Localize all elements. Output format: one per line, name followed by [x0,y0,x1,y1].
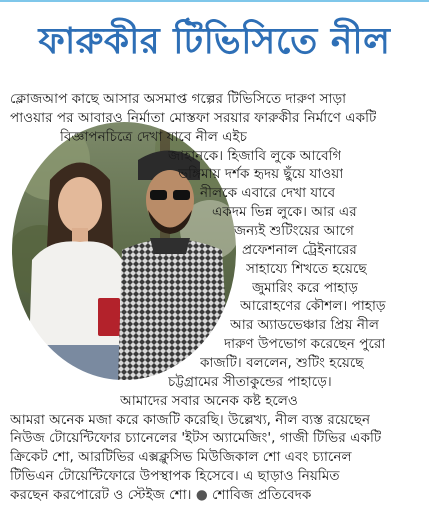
article-line: বিজ্ঞাপনচিত্রে দেখা যাবে নীল এইচ [60,128,247,145]
article-line: আরোহণের কৌশল। পাহাড় [240,298,386,315]
article-line: সাহায্যে শিখতে হয়েছে [246,260,367,277]
byline: শোবিজ প্রতিবেদক [212,487,312,503]
article-line: টিভিএন টোয়েন্টিফোরে উপস্থাপক হিসেবে। এ ছাড়াও নিয়মিত [10,468,340,485]
article-line: প্রফেশনাল ট্রেইনারের [242,241,357,258]
headline: ফারুকীর টিভিসিতে নীল [38,21,391,62]
article-line: ক্লোজআপ কাছে আসার অসমাপ্ত গল্পের টিভিসিতে দারুণ সাড়া [10,91,347,107]
article-line: জুমারিং করে পাহাড় [252,279,358,296]
article-line: আমরা অনেক মজা করে কাজটি করেছি। উল্লেখ্য, নীল ব্যস্ত রয়েছেন [10,411,371,428]
article-line: পাওয়ার পর আবারও নির্মাতা মোস্তফা সরয়ার ফারুকীর নির্মাণে একটি [10,109,377,126]
article-line: কাজটি। বললেন, শুটিং হয়েছে [200,355,364,371]
article-line: জন্যই শুটিংয়ের আগে [234,223,354,239]
article-line: করছেন করপোরেট ও স্টেইজ শো। [10,487,196,503]
article-line: আর অ্যাডভেঞ্চার প্রিয় নীল [230,317,380,334]
article-line: চট্টগ্রামের সীতাকুন্ডের পাহাড়ে। [168,373,332,390]
article-line-last [10,486,311,505]
article-line: দারুণ উপভোগ করেছেন পুরো [224,336,386,353]
article-line: জাহানকে। হিজাবি লুকে আবেগি [168,147,342,164]
article-line: ভঙ্গিমায় দর্শক হৃদয় ছুঁয়ে যাওয়া [178,166,344,183]
article-line: আমাদের সবার অনেক কষ্ট হলেও [120,392,298,409]
byline-marker: ● [195,487,208,503]
article-line: নীলকে এবারে দেখা যাবে [200,185,336,202]
article-line: নিউজ টোয়েন্টিফোর চ্যানেলের 'ইটস অ্যামেজিং', গাজী টিভির একটি [10,430,382,447]
article-line: ক্রিকেট শো, আরটিভির এক্সক্লুসিভ মিউজিকাল শো এবং চ্যানেল [10,449,352,466]
article-line: একদম ভিন্ন লুকে। আর এর [212,204,357,221]
